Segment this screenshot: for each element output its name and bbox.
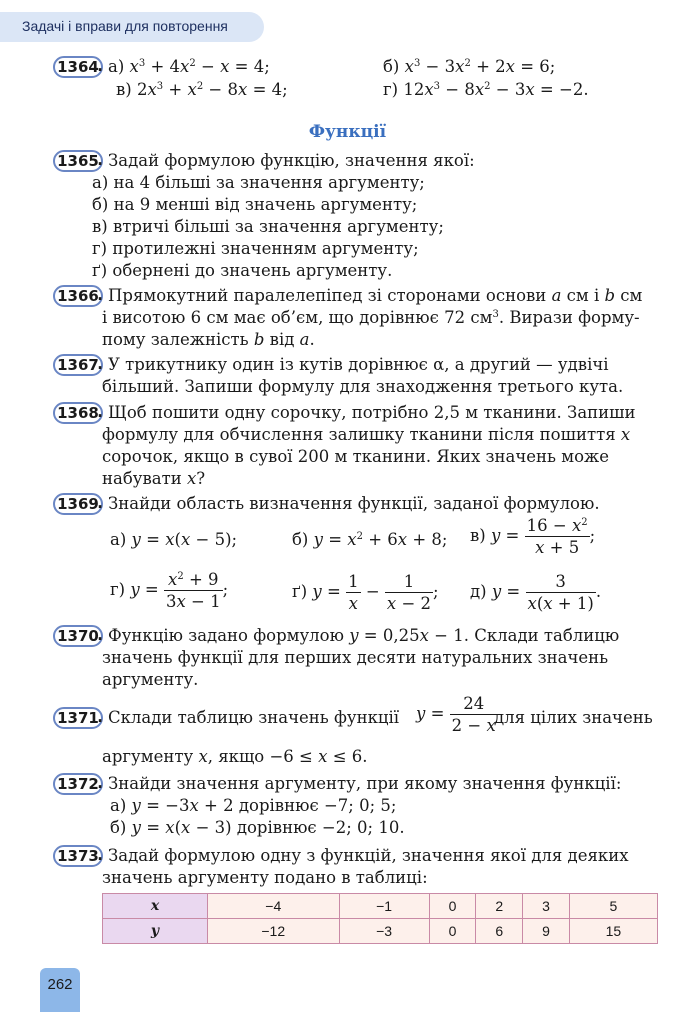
exercise-1368-line4: набувати x? bbox=[102, 469, 206, 488]
section-title: Функції bbox=[308, 122, 387, 142]
exercise-1373-line2: значень аргументу подано в таблиці: bbox=[102, 868, 428, 887]
table-cell: 5 bbox=[569, 894, 657, 919]
table-row bbox=[103, 919, 658, 944]
table-cell: 15 bbox=[569, 919, 657, 944]
table-cell: −12 bbox=[208, 919, 340, 944]
function-1371: y = $\frac{24}{2 - x}$ bbox=[416, 694, 496, 735]
table-cell: 0 bbox=[429, 919, 476, 944]
table-cell: 3 bbox=[523, 894, 570, 919]
exercise-1369-text: Знайди область визначення функції, заданої формулою. bbox=[108, 494, 600, 513]
table-header-x: x bbox=[103, 894, 208, 919]
exercise-number-1372: 1372 . bbox=[53, 773, 103, 795]
list-item: а) на 4 більші за значення аргументу; bbox=[92, 173, 425, 192]
list-item: б) на 9 менші від значень аргументу; bbox=[92, 195, 418, 214]
table-header-y: y bbox=[103, 919, 208, 944]
list-item: ґ) обернені до значень аргументу. bbox=[92, 261, 393, 280]
equation-1364a: а) $x^3 + 4x^2 - x = 4$; bbox=[108, 57, 270, 76]
header-tab bbox=[0, 12, 264, 42]
equation-1364g: г) $12x^3 - 8x^2 - 3x = -2$. bbox=[383, 80, 589, 99]
exercise-number-1369: 1369 . bbox=[53, 493, 103, 515]
exercise-1372-text: Знайди значення аргументу, при якому значення функції: bbox=[108, 774, 622, 793]
exercise-number-1371: 1371 . bbox=[53, 707, 103, 729]
exercise-number-1365: 1365 . bbox=[53, 150, 103, 172]
function-1369b: б) $y = x^2 + 6x + 8$; bbox=[292, 530, 448, 549]
exercise-1368-line1: Щоб пошити одну сорочку, потрібно 2,5 м тканини. Запиши bbox=[108, 403, 636, 422]
exercise-1367-line2: більший. Запиши формулу для знаходження третього кута. bbox=[102, 377, 624, 396]
table-cell: 0 bbox=[429, 894, 476, 919]
equation-1364b: б) $x^3 - 3x^2 + 2x = 6$; bbox=[383, 57, 556, 76]
list-item: г) протилежні значенням аргументу; bbox=[92, 239, 419, 258]
exercise-1365-text: Задай формулою функцію, значення якої: bbox=[108, 151, 475, 170]
exercise-1373-line1: Задай формулою одну з функцій, значення якої для деяких bbox=[108, 846, 629, 865]
table-cell: 9 bbox=[523, 919, 570, 944]
function-1369d: д) y = $\frac{3}{x(x + 1)}$ . bbox=[470, 572, 602, 613]
page-number: 262 bbox=[47, 976, 73, 993]
table-cell: 6 bbox=[476, 919, 523, 944]
function-1369a: а) y = x(x − 5); bbox=[110, 530, 238, 549]
function-1369g: г) y = $\frac{x^2 + 9}{3x - 1}$ ; bbox=[110, 570, 229, 611]
exercise-number-1370: 1370 . bbox=[53, 625, 103, 647]
exercise-number-1364: 1364 . bbox=[53, 56, 103, 78]
exercise-1370-line3: аргументу. bbox=[102, 670, 199, 689]
exercise-1367-line1: У трикутнику один із кутів дорівнює α, а другий — удвічі bbox=[108, 355, 609, 374]
table-row bbox=[103, 894, 658, 919]
list-item: в) втричі більші за значення аргументу; bbox=[92, 217, 444, 236]
exercise-1370-line1: Функцію задано формулою y = 0,25x − 1. Склади таблицю bbox=[108, 626, 620, 645]
exercise-1371-line1b: для цілих значень bbox=[494, 708, 653, 727]
equation-1364v: в) $2x^3 + x^2 - 8x = 4$; bbox=[116, 80, 288, 99]
exercise-1366-line1: Прямокутний паралелепіпед зі сторонами основи a см і b см bbox=[108, 286, 643, 305]
exercise-1372-a: а) y = −3x + 2 дорівнює −7; 0; 5; bbox=[110, 796, 397, 815]
exercise-1366-line2: і висотою 6 см має об’єм, що дорівнює 72 $см^3$. Вирази форму- bbox=[102, 308, 640, 327]
exercise-number-1368: 1368 . bbox=[53, 402, 103, 424]
table-cell: −3 bbox=[339, 919, 429, 944]
exercise-1371-line1a: Склади таблицю значень функції bbox=[108, 708, 400, 727]
page-number-tab bbox=[40, 968, 80, 1012]
exercise-1368-line2: формулу для обчислення залишку тканини після пошиття x bbox=[102, 425, 631, 444]
exercise-1370-line2: значень функції для перших десяти натуральних значень bbox=[102, 648, 609, 667]
table-cell: −1 bbox=[339, 894, 429, 919]
values-table bbox=[102, 893, 658, 944]
exercise-number-1366: 1366 . bbox=[53, 285, 103, 307]
exercise-number-1373: 1373 . bbox=[53, 845, 103, 867]
exercise-1372-b: б) y = x(x − 3) дорівнює −2; 0; 10. bbox=[110, 818, 405, 837]
table-cell: −4 bbox=[208, 894, 340, 919]
exercise-1368-line3: сорочок, якщо в сувої 200 м тканини. Яких значень може bbox=[102, 447, 609, 466]
header-title: Задачі і вправи для повторення bbox=[22, 18, 228, 34]
exercise-1366-line3: пому залежність b від a. bbox=[102, 330, 315, 349]
exercise-number-1367: 1367 . bbox=[53, 354, 103, 376]
function-1369ge: ґ) y = $\frac{1}{x}$ − $\frac{1}{x - 2}$ ; bbox=[292, 572, 439, 613]
function-1369v: в) y = $\frac{16 - x^2}{x + 5}$ ; bbox=[470, 516, 596, 557]
exercise-1371-line2: аргументу x, якщо −6 ≤ x ≤ 6. bbox=[102, 747, 368, 766]
table-cell: 2 bbox=[476, 894, 523, 919]
